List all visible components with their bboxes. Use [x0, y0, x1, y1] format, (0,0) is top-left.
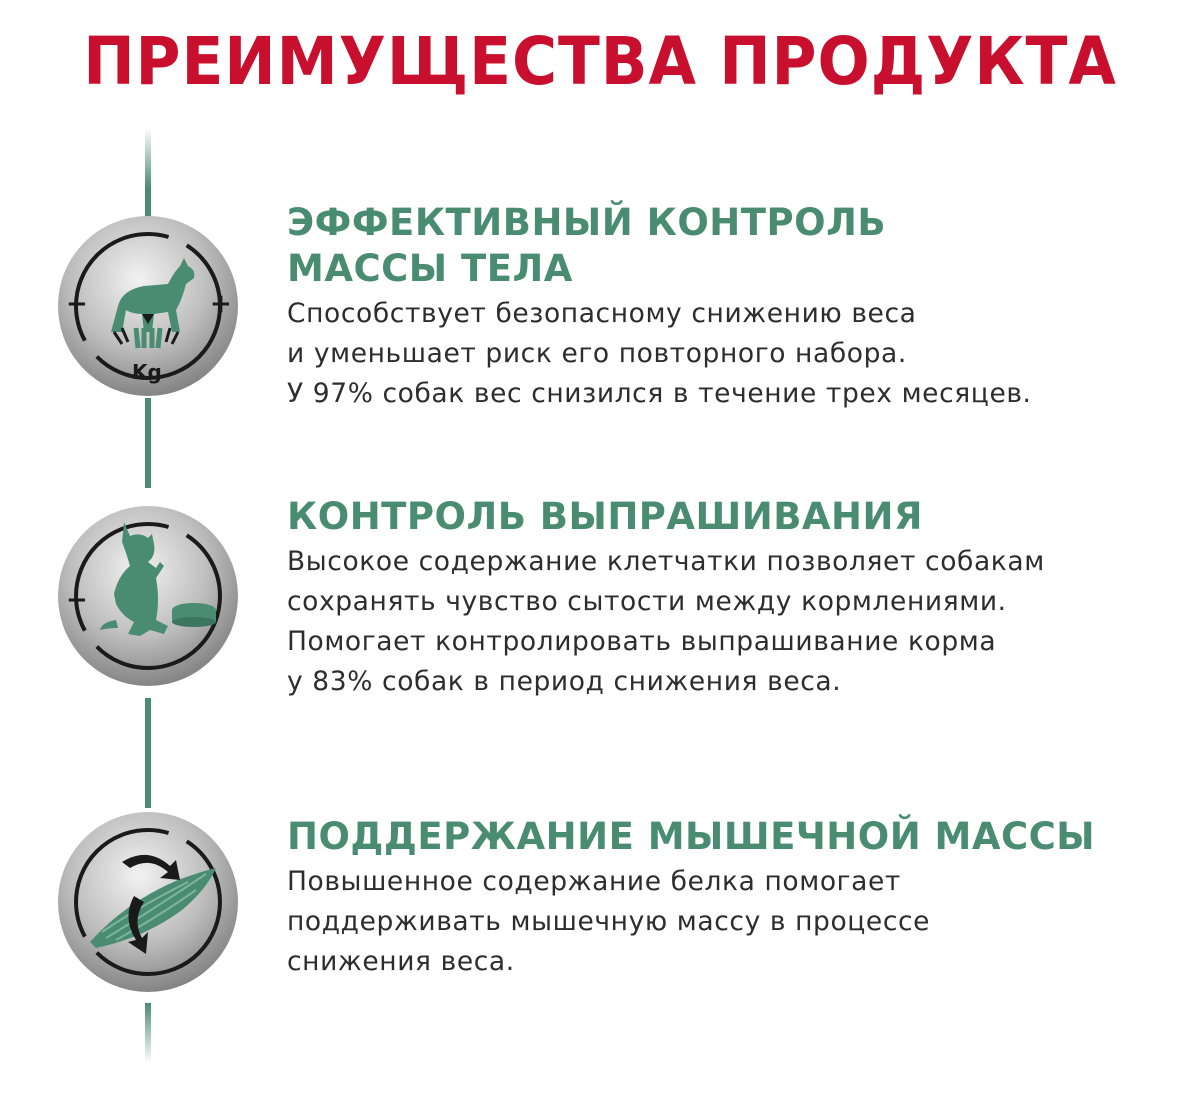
- benefit-weight-control: [287, 200, 1167, 414]
- benefit-title: ПОДДЕРЖАНИЕ МЫШЕЧНОЙ МАССЫ: [287, 815, 1096, 858]
- svg-text:−: −: [66, 585, 88, 615]
- benefit-title: ЭФФЕКТИВНЫЙ КОНТРОЛЬ МАССЫ ТЕЛА: [287, 201, 887, 290]
- benefit-description: Повышенное содержание белка помогает поддерживать мышечную массу в процессе снижения веса.: [287, 866, 931, 977]
- svg-text:Kg: Kg: [132, 360, 162, 384]
- svg-text:−: −: [66, 289, 88, 319]
- begging-dog-bowl-icon: [56, 504, 240, 688]
- benefit-description: Высокое содержание клетчатки позволяет собакам сохранять чувство сытости между кормлениями. Помогает контролировать выпрашивание корма у 83% собак в период снижения веса.: [287, 546, 1045, 697]
- benefit-muscle-mass: [287, 814, 1167, 982]
- muscle-fiber-icon: [56, 810, 240, 994]
- dog-weight-scale-icon: [56, 214, 240, 398]
- benefit-title: КОНТРОЛЬ ВЫПРАШИВАНИЯ: [287, 495, 923, 538]
- benefit-description: Способствует безопасному снижению веса и уменьшает риск его повторного набора. У 97% собак вес снизился в течение трех месяцев.: [287, 298, 1032, 409]
- benefit-begging-control: [287, 494, 1167, 702]
- page-title: ПРЕИМУЩЕСТВА ПРОДУКТА: [83, 23, 1117, 100]
- svg-text:+: +: [210, 289, 232, 319]
